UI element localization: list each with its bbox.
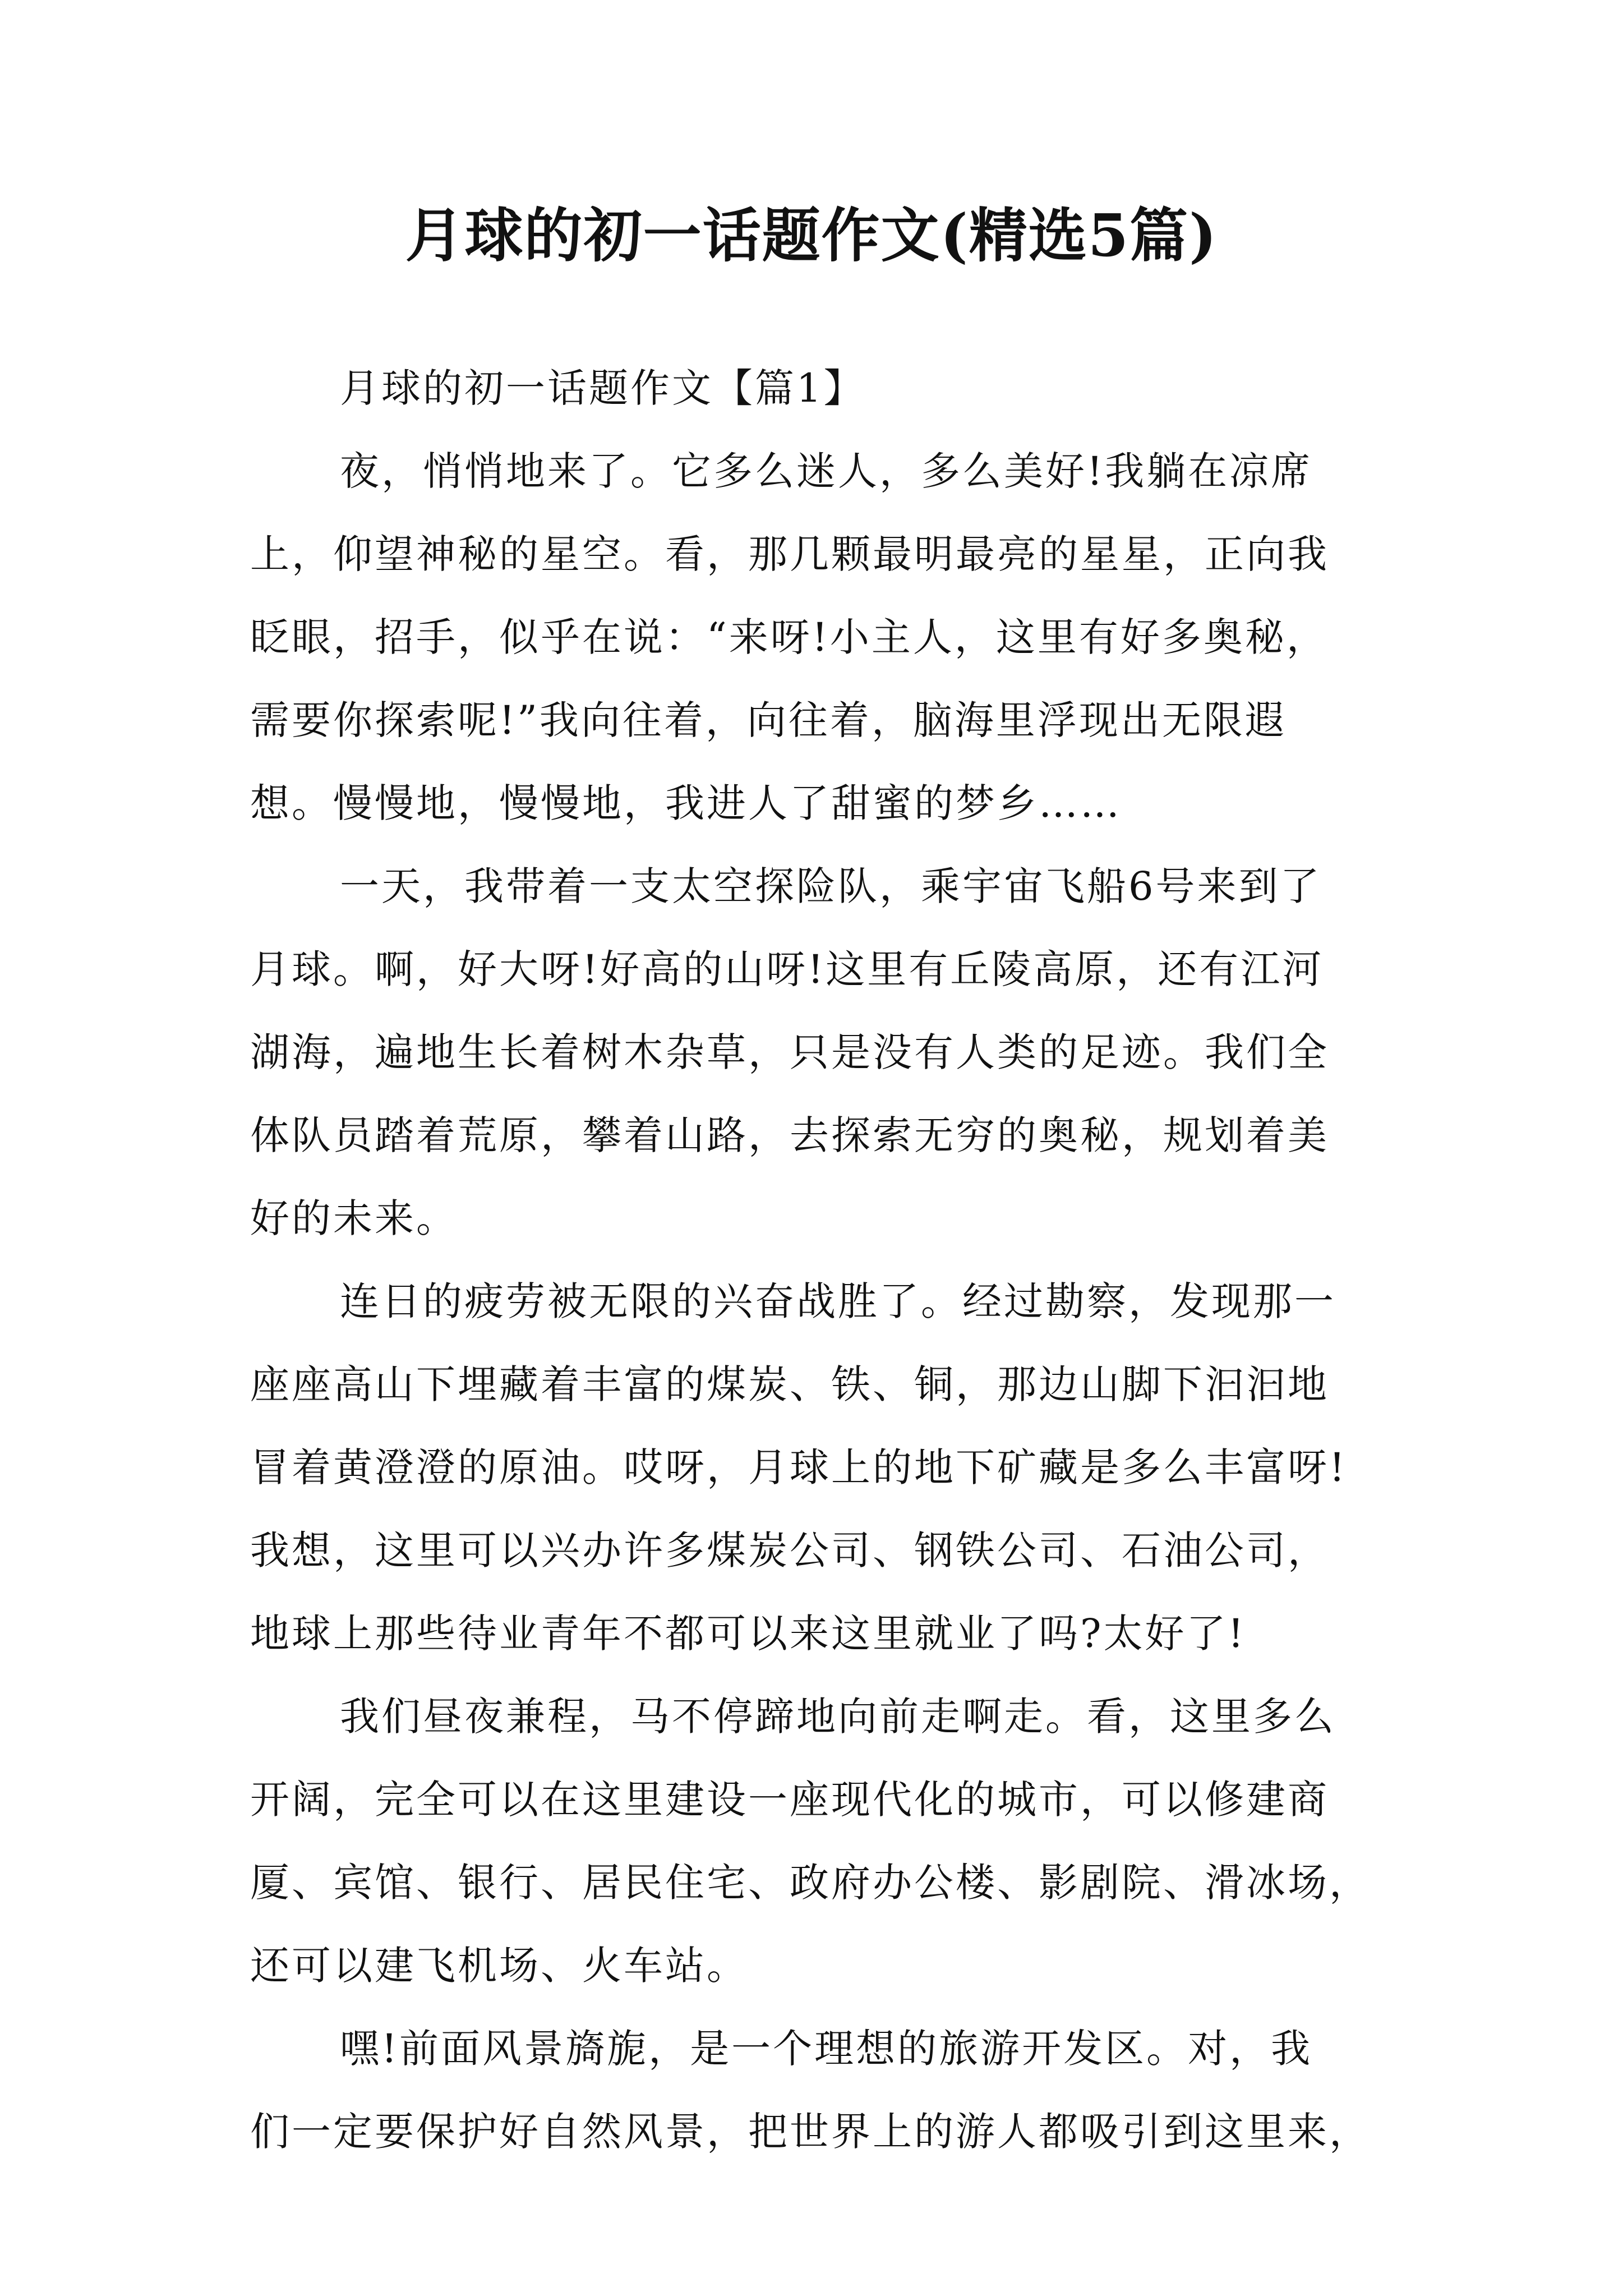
text-line: 月球的初一话题作文【篇1】: [340, 365, 865, 411]
text-line: 还可以建飞机场、火车站。: [250, 1943, 748, 1989]
text-line: 我想，这里可以兴办许多煤炭公司、钢铁公司、石油公司，: [250, 1527, 1329, 1573]
text-line: 们一定要保护好自然风景，把世界上的游人都吸引到这里来，: [250, 2109, 1371, 2155]
text-line: 我们昼夜兼程，马不停蹄地向前走啊走。看，这里多么: [340, 1694, 1336, 1740]
text-line: 眨眼，招手，似乎在说：“来呀!小主人，这里有好多奥秘，: [250, 614, 1328, 660]
text-line: 想。慢慢地，慢慢地，我进人了甜蜜的梦乡……: [250, 780, 1122, 826]
text-line: 湖海，遍地生长着树木杂草，只是没有人类的足迹。我们全: [250, 1029, 1329, 1075]
text-line: 连日的疲劳被无限的兴奋战胜了。经过勘察，发现那一: [340, 1278, 1336, 1324]
text-line: 上，仰望神秘的星空。看，那几颗最明最亮的星星，正向我: [250, 531, 1329, 577]
text-line: 嘿!前面风景旖旎，是一个理想的旅游开发区。对，我: [340, 2026, 1313, 2072]
text-line: 体队员踏着荒原，攀着山路，去探索无穷的奥秘，规划着美: [250, 1112, 1329, 1158]
text-line: 一天，我带着一支太空探险队，乘宇宙飞船6号来到了: [340, 863, 1322, 909]
document-body: [250, 347, 1383, 2173]
text-line: 好的未来。: [250, 1195, 458, 1241]
text-line: 地球上那些待业青年不都可以来这里就业了吗?太好了!: [250, 1611, 1246, 1657]
text-line: 座座高山下埋藏着丰富的煤炭、铁、铜，那边山脚下汩汩地: [250, 1361, 1329, 1407]
text-line: 开阔，完全可以在这里建设一座现代化的城市，可以修建商: [250, 1777, 1329, 1823]
document-title: 月球的初一话题作文(精选5篇): [405, 201, 1218, 270]
text-line: 冒着黄澄澄的原油。哎呀，月球上的地下矿藏是多么丰富呀!: [250, 1444, 1348, 1490]
text-line: 需要你探索呢!”我向往着，向往着，脑海里浮现出无限遐: [250, 697, 1287, 743]
text-line: 厦、宾馆、银行、居民住宅、政府办公楼、影剧院、滑冰场，: [250, 1860, 1371, 1906]
text-line: 夜，悄悄地来了。它多么迷人，多么美好!我躺在凉席: [340, 448, 1313, 494]
text-line: 月球。啊，好大呀!好高的山呀!这里有丘陵高原，还有江河: [250, 946, 1324, 992]
